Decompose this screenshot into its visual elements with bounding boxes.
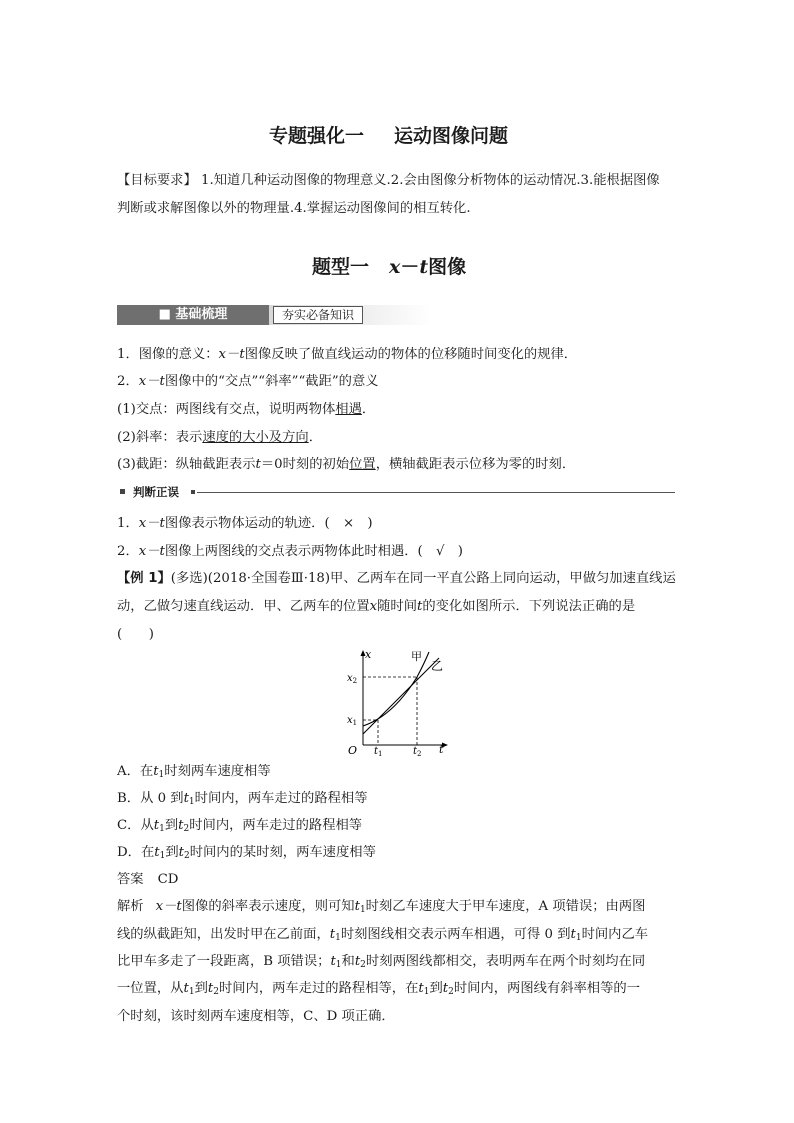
knowledge-item-3 [117,396,375,424]
x1-label: $x_1$ [347,715,358,727]
analysis-l2-t2: t [570,927,576,942]
knowledge-item-4-underline: 速度的大小及方向 [202,430,309,445]
example-text-2c: 的变化如图所示．下列说法正确的是 [422,599,636,614]
knowledge-item-5-pre: (3)截距：纵轴截距表示 [117,457,256,472]
analysis-l3-c: 时刻两图线都相交，表明两车在两个时刻均在同 [365,954,646,969]
judge-question-1 [117,510,373,538]
example-var-t: t [417,599,423,614]
option-a-pre: A．在 [117,764,154,779]
analysis-l4-e: 时间内，两图线有斜率相等的一 [453,981,640,996]
example-answer-bracket: ( ) [117,627,154,642]
option-b-post: 时间内，两车走过的路程相等 [194,791,368,806]
option-c-pre: C．从 [117,818,154,833]
analysis-line-4 [117,975,640,1006]
goal-tag: 【目标要求】 [117,173,197,188]
analysis-l4-sub1: 1 [188,987,195,997]
option-b-pre: B．从 0 到 [117,791,184,806]
analysis-l3-sub2: 2 [360,960,366,970]
knowledge-item-2-post: 图像中的“交点”“斜率”“截距”的意义 [164,374,379,389]
knowledge-item-2-var: x－t [138,374,165,389]
example-tag: 【例 1】 [117,571,171,586]
analysis-l4-t3: t [418,981,424,996]
line-yi [363,658,439,734]
goal-line-2 [117,195,471,223]
judge-rule [197,492,675,493]
axis-label-x: x [365,648,372,661]
knowledge-item-3-underline: 相遇 [335,402,362,417]
judge-q2-pre: 2． [117,544,139,559]
option-c-post: 时间内，两车走过的路程相等 [189,818,363,833]
knowledge-item-5-underline: 位置 [349,457,376,472]
knowledge-item-2 [117,368,379,396]
option-b-sub: 1 [188,797,195,807]
knowledge-item-5-post: ，横轴截距表示位移为零的时刻． [375,457,576,472]
goal-text-2: 判断或求解图像以外的物理量.4.掌握运动图像间的相互转化. [117,201,471,216]
option-a-sub: 1 [158,770,165,780]
origin-label: O [348,744,358,757]
analysis-l4-t1: t [183,981,189,996]
option-d-sub1: 1 [159,851,166,861]
analysis-l1-sub: 1 [359,905,366,915]
section-title [312,252,466,279]
label-yi: 乙 [431,659,444,673]
page-title-right: 运动图像问题 [394,125,509,147]
analysis-l4-sub2: 2 [213,987,219,997]
option-d-sub2: 2 [183,851,190,861]
knowledge-item-3-pre: (1)交点：两图线有交点，说明两物体 [117,402,336,417]
analysis-l2-b: 时刻图线相交表示两车相遇，可得 0 到 [340,927,571,942]
analysis-l2-a: 线的纵截距知，出发时甲在乙前面， [117,927,330,942]
example-line-1 [117,565,676,593]
section-banner [117,303,432,327]
option-d-var2: t [178,845,184,860]
goal-text-1: 1.知道几种运动图像的物理意义.2.会由图像分析物体的运动情况.3.能根据图像 [201,173,660,188]
analysis-l4-d: 到 [429,981,443,996]
option-d-mid: 到 [165,845,179,860]
example-text-2a: 动，乙做匀速直线运动．甲、乙两车的位置 [117,599,370,614]
example-text-1: (多选)(2018·全国卷Ⅲ·18)甲、乙两车在同一平直公路上同向运动，甲做匀加速直线运 [170,571,676,586]
judge-label: 判断正误 [133,485,179,499]
knowledge-item-1 [117,341,577,369]
analysis-l4-b: 到 [194,981,208,996]
example-text-2b: 随时间 [377,599,418,614]
curve-jia [363,652,429,726]
judge-square-small-icon [191,490,195,494]
option-c-sub2: 2 [183,824,190,834]
analysis-l2-c: 时间内乙车 [581,927,649,942]
analysis-l5: 个时刻，该时刻两车速度相等，C、D 项正确． [117,1009,395,1024]
judge-q1-pre: 1． [117,516,139,531]
t1-label: $t_1$ [374,746,383,758]
analysis-l4-t4: t [442,981,449,996]
analysis-line-1 [117,893,645,924]
knowledge-item-4-end: ． [308,430,322,445]
knowledge-item-1-var: x－t [218,347,245,362]
knowledge-item-3-end: ． [361,402,376,417]
analysis-l4-sub3: 1 [423,987,430,997]
analysis-line-5 [117,1003,395,1031]
analysis-l2-t: t [329,927,336,942]
analysis-l2-sub2: 1 [575,933,582,943]
axis-label-t: t [439,743,444,756]
option-c-var1: t [153,818,160,833]
example-line-2 [117,593,635,621]
option-c-mid: 到 [164,818,179,833]
section-title-suffix: 图像 [428,256,467,278]
t2-label: $t_2$ [413,746,422,758]
section-title-var-x: x [389,256,401,278]
page-title-left: 专题强化一 [269,125,365,147]
banner-dark-label: ■ 基础梳理 [158,307,228,322]
judge-header [117,484,675,500]
analysis-label: 解析 [117,899,144,914]
analysis-l3-t1: t [330,954,336,969]
example-var-x: x [369,599,378,614]
answer-label: 答案 [117,872,144,887]
option-a-var: t [153,764,159,779]
xt-graph-figure [335,648,455,758]
judge-q1-var: x－t [138,516,165,531]
option-c-sub1: 1 [159,824,165,834]
judge-q1-post: 图像表示物体运动的轨迹．( × ) [164,516,373,531]
option-a-post: 时刻两车速度相等 [164,764,271,779]
option-d-var1: t [154,845,160,860]
option-d-pre: D．在 [117,845,155,860]
analysis-l3-sub1: 1 [335,960,342,970]
judge-square-icon [120,489,125,494]
section-title-var-t: t [419,256,429,278]
analysis-l1-t: t [354,899,360,914]
judge-q2-var: x－t [138,544,165,559]
analysis-l4-a: 一位置，从 [117,981,184,996]
analysis-l2-sub: 1 [335,933,341,943]
analysis-l3-t2: t [354,954,361,969]
page-title [269,121,508,148]
knowledge-item-4-pre: (2)斜率：表示 [117,430,203,445]
judge-question-2 [117,538,463,566]
knowledge-item-5-var: t [255,457,261,472]
analysis-l4-t2: t [207,981,214,996]
knowledge-item-1-post: 图像反映了做直线运动的物体的位移随时间变化的规律． [244,347,578,362]
label-jia: 甲 [411,650,422,663]
judge-q2-post: 图像上两图线的交点表示两物体此时相遇．( √ ) [164,544,463,559]
answer-value: CD [157,872,179,887]
option-c-var2: t [178,818,184,833]
goal-line-1 [117,167,660,195]
knowledge-item-4 [117,424,322,452]
knowledge-item-2-pre: 2． [117,374,139,389]
section-title-dash: － [400,256,420,278]
knowledge-item-5 [117,451,575,479]
analysis-l4-c: 时间内，两车走过的路程相等，在 [218,981,419,996]
answer-line [117,866,178,894]
knowledge-item-1-pre: 1．图像的意义： [117,347,219,362]
analysis-l1-var: x－t [155,899,182,914]
analysis-l3-b: 和 [341,954,355,969]
analysis-l1-a: 图像的斜率表示速度，则可知 [181,899,355,914]
section-title-prefix: 题型一 [312,256,370,278]
option-d-post: 时间内的某时刻，两车速度相等 [189,845,376,860]
banner-light-label: 夯实必备知识 [273,306,363,324]
analysis-l1-b: 时刻乙车速度大于甲车速度，A 项错误；由两图 [365,899,646,914]
analysis-l3-a: 比甲车多走了一段距离，B 项错误； [117,954,331,969]
knowledge-item-5-mid: ＝0时刻的初始 [260,457,350,472]
x2-label: $x_2$ [347,673,358,685]
analysis-l4-sub4: 2 [448,987,454,997]
option-b-var: t [183,791,189,806]
example-line-3 [117,621,154,649]
